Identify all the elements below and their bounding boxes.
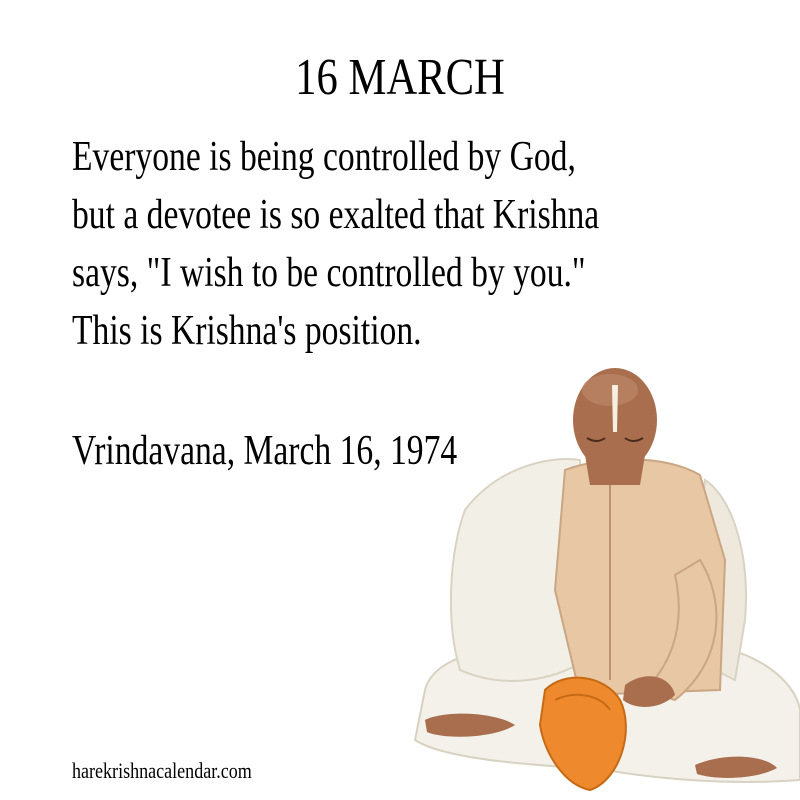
quote-attribution: Vrindavana, March 16, 1974	[72, 428, 458, 474]
quote-line: says, "I wish to be controlled by you."	[72, 250, 586, 296]
head-highlight	[582, 374, 638, 406]
quote-line: Everyone is being controlled by God,	[72, 134, 576, 180]
seated-devotee-illustration	[405, 360, 800, 800]
date-heading: 16 MARCH	[295, 49, 505, 106]
quote-line: This is Krishna's position.	[72, 308, 422, 354]
tilak-mark	[612, 385, 618, 432]
quote-line: but a devotee is so exalted that Krishna	[72, 192, 600, 238]
quote-text	[72, 128, 599, 360]
website-url: harekrishnacalendar.com	[72, 758, 252, 783]
